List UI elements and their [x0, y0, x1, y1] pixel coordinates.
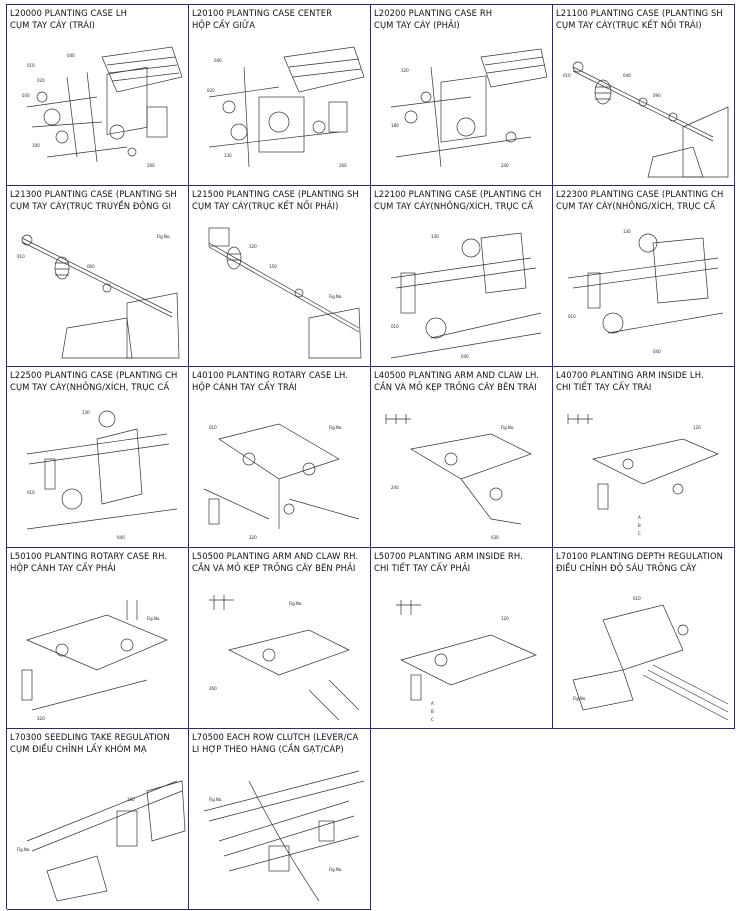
svg-text:C: C	[431, 717, 434, 722]
svg-text:Fig.No.: Fig.No.	[17, 847, 31, 852]
exploded-diagram-thumbnail	[189, 761, 371, 909]
catalog-item-l20200[interactable]	[371, 5, 553, 186]
catalog-item-l20000[interactable]	[7, 5, 189, 186]
item-code-name: L40500 PLANTING ARM AND CLAW LH.	[374, 370, 540, 380]
catalog-item-l50500[interactable]	[189, 548, 371, 729]
item-title	[556, 188, 732, 212]
catalog-item-l50700[interactable]	[371, 548, 553, 729]
exploded-diagram-thumbnail	[7, 399, 189, 547]
item-title	[374, 369, 550, 393]
svg-text:Fig.No.: Fig.No.	[573, 696, 587, 701]
item-title	[10, 188, 186, 212]
svg-text:B: B	[638, 523, 641, 528]
svg-text:010: 010	[27, 63, 35, 68]
svg-text:010: 010	[209, 425, 217, 430]
svg-text:020: 020	[37, 78, 45, 83]
item-title	[192, 188, 368, 212]
svg-text:030: 030	[22, 93, 30, 98]
item-vn-name: CHI TIẾT TAY CẤY TRÁI	[556, 382, 652, 392]
svg-text:010: 010	[27, 490, 35, 495]
svg-text:010: 010	[391, 324, 399, 329]
svg-text:120: 120	[401, 68, 409, 73]
item-code-name: L50700 PLANTING ARM INSIDE RH.	[374, 551, 523, 561]
exploded-diagram-thumbnail	[7, 218, 189, 366]
svg-text:030: 030	[491, 535, 499, 540]
catalog-item-l20100[interactable]	[189, 5, 371, 186]
svg-text:Fig.No.: Fig.No.	[147, 616, 161, 621]
exploded-diagram-thumbnail	[371, 37, 553, 185]
item-vn-name: CHI TIẾT TAY CẤY PHẢI	[374, 563, 471, 573]
catalog-item-l70500[interactable]	[189, 729, 371, 910]
item-vn-name: LI HỢP THEO HÀNG (CẦN GẠT/CÁP)	[192, 744, 344, 754]
item-code-name: L21500 PLANTING CASE (PLANTING SH	[192, 189, 359, 199]
svg-text:120: 120	[249, 244, 257, 249]
svg-text:C: C	[638, 531, 641, 536]
exploded-diagram-thumbnail	[553, 580, 735, 728]
item-code-name: L70100 PLANTING DEPTH REGULATION	[556, 551, 724, 561]
exploded-diagram-thumbnail	[189, 580, 371, 728]
svg-text:320: 320	[249, 535, 257, 540]
exploded-diagram-thumbnail	[553, 37, 735, 185]
item-vn-name: ĐIỀU CHỈNH ĐỘ SÂU TRỒNG CÂY	[556, 563, 697, 573]
svg-text:040: 040	[67, 53, 75, 58]
item-vn-name: CỤM TAY CÁY(NHÔNG/XÍCH, TRỤC CẤ	[10, 382, 170, 392]
svg-text:Fig.No.: Fig.No.	[209, 797, 223, 802]
item-code-name: L40100 PLANTING ROTARY CASE LH.	[192, 370, 348, 380]
svg-text:260: 260	[339, 163, 347, 168]
item-title	[556, 550, 732, 574]
catalog-item-l70100[interactable]	[553, 548, 735, 729]
item-code-name: L21300 PLANTING CASE (PLANTING SH	[10, 189, 177, 199]
svg-text:130: 130	[623, 229, 631, 234]
exploded-diagram-thumbnail	[371, 580, 553, 728]
item-vn-name: CỤM TAY CÁY (TRÁI)	[10, 20, 96, 30]
item-code-name: L20100 PLANTING CASE CENTER	[192, 8, 333, 18]
item-title	[192, 7, 368, 31]
exploded-diagram-thumbnail	[189, 399, 371, 547]
svg-text:100: 100	[32, 143, 40, 148]
svg-text:Fig.No.: Fig.No.	[157, 234, 171, 239]
exploded-diagram-thumbnail	[553, 218, 735, 366]
item-vn-name: HỘP CẤY GIỮA	[192, 20, 256, 30]
svg-text:020: 020	[207, 88, 215, 93]
item-code-name: L50100 PLANTING ROTARY CASE RH.	[10, 551, 168, 561]
catalog-item-l70300[interactable]	[7, 729, 189, 910]
item-title	[192, 731, 368, 755]
item-vn-name: CỤM ĐIỀU CHỈNH LẤY KHÓM MẠ	[10, 744, 147, 754]
svg-text:Fig.No.: Fig.No.	[289, 601, 303, 606]
catalog-item-l40700[interactable]	[553, 367, 735, 548]
item-vn-name: CẦN VÀ MỎ KẸP TRỒNG CÂY BÊN TRÁI	[374, 382, 537, 392]
svg-text:A: A	[638, 515, 641, 520]
parts-catalog-grid	[6, 4, 735, 909]
item-title	[10, 369, 186, 393]
item-vn-name: HỘP CÁNH TAY CẤY TRÁI	[192, 382, 297, 392]
item-title	[10, 550, 186, 574]
exploded-diagram-thumbnail	[553, 399, 735, 547]
svg-text:B: B	[431, 709, 434, 714]
svg-text:A: A	[431, 701, 434, 706]
catalog-item-l21100[interactable]	[553, 5, 735, 186]
item-code-name: L20000 PLANTING CASE LH	[10, 8, 127, 18]
svg-text:090: 090	[653, 93, 661, 98]
empty-cell	[553, 729, 735, 910]
item-code-name: L70500 EACH ROW CLUTCH (LEVER/CA	[192, 732, 359, 742]
item-code-name: L50500 PLANTING ARM AND CLAW RH.	[192, 551, 359, 561]
catalog-item-l22500[interactable]	[7, 367, 189, 548]
item-code-name: L40700 PLANTING ARM INSIDE LH.	[556, 370, 704, 380]
svg-text:010: 010	[563, 73, 571, 78]
item-vn-name: CỤM TAY CÁY(NHÔNG/XÍCH, TRỤC CẤ	[556, 201, 716, 211]
svg-text:130: 130	[82, 410, 90, 415]
item-vn-name: CỤM TAY CÁY(TRỤC KẾT NỐI TRÁI)	[556, 20, 702, 30]
empty-cell	[371, 729, 553, 910]
svg-text:Fig.No.: Fig.No.	[329, 294, 343, 299]
svg-text:040: 040	[461, 354, 469, 359]
svg-text:040: 040	[623, 73, 631, 78]
svg-text:010: 010	[17, 254, 25, 259]
item-vn-name: CỤM TAY CÁY(TRỤC KẾT NỐI PHẢI)	[192, 201, 339, 211]
item-title	[556, 7, 732, 31]
svg-text:240: 240	[501, 163, 509, 168]
item-code-name: L70300 SEEDLING TAKE REGULATION	[10, 732, 170, 742]
svg-text:Fig.No.: Fig.No.	[329, 867, 343, 872]
item-title	[374, 7, 550, 31]
svg-text:320: 320	[37, 716, 45, 721]
catalog-item-l40100[interactable]	[189, 367, 371, 548]
svg-text:260: 260	[127, 797, 135, 802]
catalog-item-l22300[interactable]	[553, 186, 735, 367]
exploded-diagram-thumbnail	[189, 218, 371, 366]
item-code-name: L22300 PLANTING CASE (PLANTING CH	[556, 189, 724, 199]
item-vn-name: CẦN VÀ MỎ KẸP TRỒNG CÂY BÊN PHẢI	[192, 563, 356, 573]
item-title	[192, 550, 368, 574]
svg-text:Fig.No.: Fig.No.	[329, 425, 343, 430]
item-title	[10, 7, 186, 31]
svg-text:120: 120	[693, 425, 701, 430]
svg-text:040: 040	[214, 58, 222, 63]
exploded-diagram-thumbnail	[7, 37, 189, 185]
item-code-name: L22100 PLANTING CASE (PLANTING CH	[374, 189, 542, 199]
exploded-diagram-thumbnail	[7, 580, 189, 728]
catalog-item-l22100[interactable]	[371, 186, 553, 367]
svg-text:180: 180	[391, 123, 399, 128]
item-title	[556, 369, 732, 393]
exploded-diagram-thumbnail	[371, 218, 553, 366]
svg-text:130: 130	[224, 153, 232, 158]
exploded-diagram-thumbnail	[7, 761, 189, 909]
svg-text:260: 260	[209, 686, 217, 691]
svg-text:240: 240	[391, 485, 399, 490]
item-code-name: L21100 PLANTING CASE (PLANTING SH	[556, 8, 723, 18]
item-vn-name: CỤM TAY CÁY(TRỤC TRUYỀN ĐỘNG GI	[10, 201, 172, 211]
svg-text:Fig.No.: Fig.No.	[501, 425, 515, 430]
svg-text:300: 300	[147, 163, 155, 168]
catalog-item-l40500[interactable]	[371, 367, 553, 548]
catalog-item-l50100[interactable]	[7, 548, 189, 729]
catalog-item-l21300[interactable]	[7, 186, 189, 367]
item-code-name: L20200 PLANTING CASE RH	[374, 8, 493, 18]
item-vn-name: CỤM TAY CÁY(NHÔNG/XÍCH, TRỤC CẤ	[374, 201, 534, 211]
svg-text:130: 130	[431, 234, 439, 239]
exploded-diagram-thumbnail	[189, 37, 371, 185]
item-title	[192, 369, 368, 393]
svg-text:040: 040	[653, 349, 661, 354]
svg-text:060: 060	[87, 264, 95, 269]
svg-text:010: 010	[568, 314, 576, 319]
svg-text:040: 040	[117, 535, 125, 540]
svg-text:120: 120	[501, 616, 509, 621]
item-vn-name: HỘP CÁNH TAY CẤY PHẢI	[10, 563, 116, 573]
item-vn-name: CỤM TAY CÁY (PHẢI)	[374, 20, 460, 30]
catalog-item-l21500[interactable]	[189, 186, 371, 367]
svg-text:010: 010	[633, 596, 641, 601]
item-title	[10, 731, 186, 755]
item-code-name: L22500 PLANTING CASE (PLANTING CH	[10, 370, 178, 380]
svg-text:150: 150	[269, 264, 277, 269]
item-title	[374, 550, 550, 574]
item-title	[374, 188, 550, 212]
exploded-diagram-thumbnail	[371, 399, 553, 547]
